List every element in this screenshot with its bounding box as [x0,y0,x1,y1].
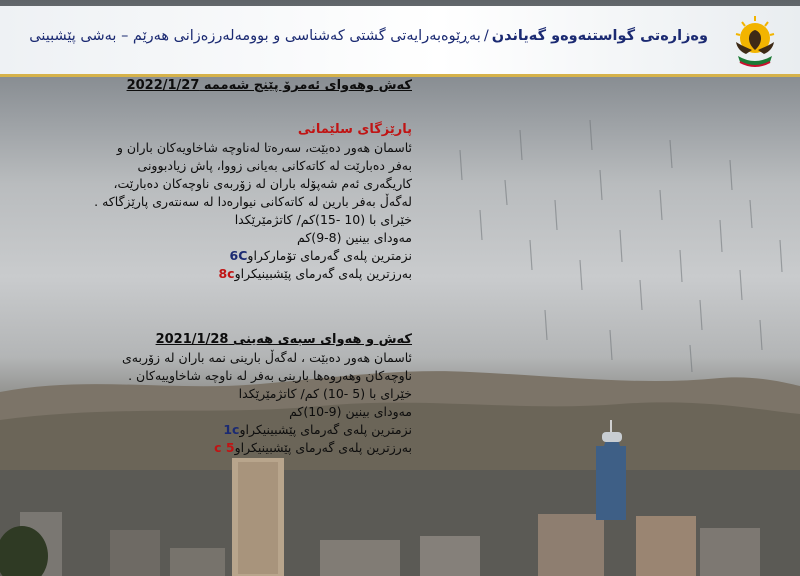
title-separator: / [483,28,489,44]
today-max-temp-label: بەرزترین پلەی گەرمای پێشبینیکراو [234,266,412,281]
tomorrow-min-temp-value: 1c [223,422,240,437]
tomorrow-max-temp-value: 5 c [214,440,235,455]
today-max-temp-value: 8c [218,266,235,281]
today-min-temp [216,248,412,263]
tomorrow-heading: کەش و هەوای سبەی هەینی 2021/1/28 [155,332,412,347]
today-max-temp [212,266,412,281]
kurdistan-emblem-icon [724,12,786,74]
today-description-line: کاریگەری ئەم شەپۆلە باران لە زۆربەی ناوچەکان دەبارێت، [113,176,412,191]
tomorrow-description-line: ئاسمان هەور دەبێت ، لەگەڵ بارینی نمە باران لە زۆربەی [122,350,412,365]
ministry-name: وەزارەتی گواستنەوەو گەیاندن [491,28,708,44]
tomorrow-max-temp [208,440,412,455]
today-min-temp-label: نزمترین پلەی گەرمای تۆمارکراو [247,248,412,263]
tomorrow-description-line: ناوچەکان وهەروەها بارینی بەفر لە ناوچە شاخاوییەکان . [128,368,412,383]
tomorrow-min-temp-label: نزمترین پلەی گەرمای پێشبینیکراو [239,422,412,437]
today-visibility: مەودای بینین (8-9)کم [297,230,412,245]
department-name: بەڕێوەبەرایەتی گشتی کەشناسی و بوومەلەرزەزانی هەرێم – بەشی پێشبینی [29,28,481,44]
today-description-line: لەگەڵ بەفر بارین لە کاتەکانی نیوارەدا لە سەنتەری پارێزگاکە . [94,194,412,209]
tomorrow-min-temp [209,422,412,437]
tomorrow-wind: خێرای با (5 -10) کم/ کاتژمێرێکدا [238,386,412,401]
rain-streaks [460,120,782,372]
header-title [8,28,708,44]
today-min-temp-value: 6C [229,248,248,263]
today-description-line: ئاسمان هەور دەبێت، سەرەتا لەناوچە شاخاویەکان باران و [116,140,412,155]
today-heading: کەش وهەوای ئەمرۆ پێنج شەممە 2022/1/27 [126,78,412,93]
today-description-line: بەفر دەبارێت لە کاتەکانی بەیانی زووا، پاش زیادبوونی [137,158,412,173]
header-banner [0,6,800,77]
tomorrow-visibility: مەودای بینین (9-10)کم [289,404,412,419]
province-name: پارێزگای سلێمانی [297,122,412,137]
today-wind: خێرای با (10 -15)کم/ کاتژمێرێکدا [234,212,412,227]
tomorrow-max-temp-label: بەرزترین پلەی گەرمای پێشبینیکراو [234,440,412,455]
